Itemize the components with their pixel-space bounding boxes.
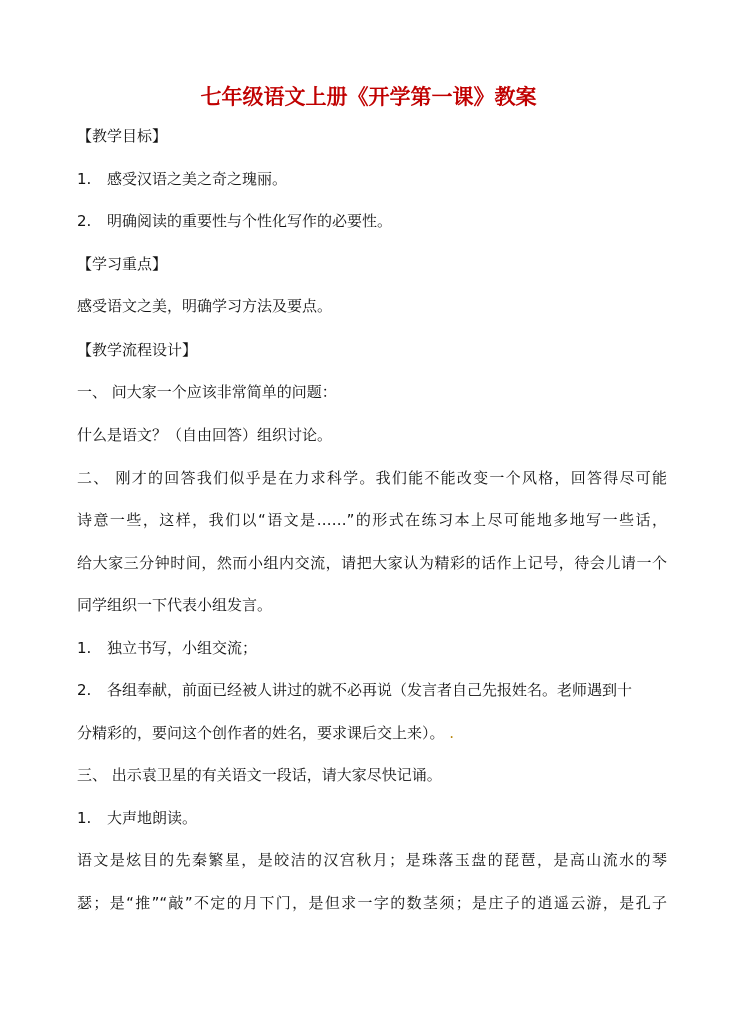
goal-item-2-number: 2. — [77, 212, 92, 230]
goal-item-1-number: 1. — [77, 170, 92, 188]
page-title: 七年级语文上册《开学第一课》教案 — [200, 84, 537, 109]
step-2-item-2-text-line-2: 分精彩的，要问这个创作者的姓名，要求课后交上来）。 — [77, 724, 445, 742]
process-heading: 【教学流程设计】 — [77, 341, 198, 359]
step-2-line-4: 同学组织一下代表小组发言。 — [77, 596, 273, 614]
step-2-item-2 — [77, 679, 667, 701]
goals-heading: 【教学目标】 — [77, 127, 168, 145]
step-2-item-1 — [77, 637, 667, 659]
step-2-line-3: 给大家三分钟时间，然而小组内交流，请把大家认为精彩的话作上记号，待会儿请一个 — [77, 554, 667, 572]
goal-item-1-text: 感受汉语之美之奇之瑰丽。 — [107, 170, 288, 188]
step-2-item-1-text: 独立书写，小组交流； — [107, 639, 258, 657]
goal-item-2-text: 明确阅读的重要性与个性化写作的必要性。 — [107, 212, 393, 230]
focus-heading: 【学习重点】 — [77, 255, 168, 273]
goal-item-2 — [77, 210, 667, 232]
step-1-question: 什么是语文？（自由回答）组织讨论。 — [77, 426, 333, 444]
step-3-item-1-text: 大声地朗读。 — [107, 809, 198, 827]
passage-line-2: 瑟；是“推”“敲”不定的月下门，是但求一字的数茎须；是庄子的逍遥云游，是孔子 — [77, 894, 667, 912]
step-3-lead: 三、 出示袁卫星的有关语文一段话，请大家尽快记诵。 — [77, 766, 442, 784]
step-2-line-2: 诗意一些，这样，我们以“语文是……”的形式在练习本上尽可能地多地写一些话， — [77, 511, 667, 529]
step-2-item-2-number: 2. — [77, 681, 92, 699]
goal-item-1 — [77, 168, 667, 190]
step-3-item-1-number: 1. — [77, 809, 92, 827]
step-2-line-1: 二、 刚才的回答我们似乎是在力求科学。我们能不能改变一个风格，回答得尽可能 — [77, 469, 667, 487]
passage-line-1: 语文是炫目的先秦繁星，是皎洁的汉宫秋月；是珠落玉盘的琵琶，是高山流水的琴 — [77, 851, 667, 869]
step-2-item-1-number: 1. — [77, 639, 92, 657]
step-2-item-2-text-line-1: 各组奉献，前面已经被人讲过的就不必再说（发言者自己先报姓名。老师遇到十 — [107, 681, 633, 699]
stray-mark: . — [449, 724, 455, 742]
step-3-item-1 — [77, 807, 667, 829]
focus-text: 感受语文之美，明确学习方法及要点。 — [77, 297, 333, 315]
step-1-lead: 一、 问大家一个应该非常简单的问题： — [77, 383, 337, 401]
step-2-item-2-continued — [77, 722, 667, 744]
